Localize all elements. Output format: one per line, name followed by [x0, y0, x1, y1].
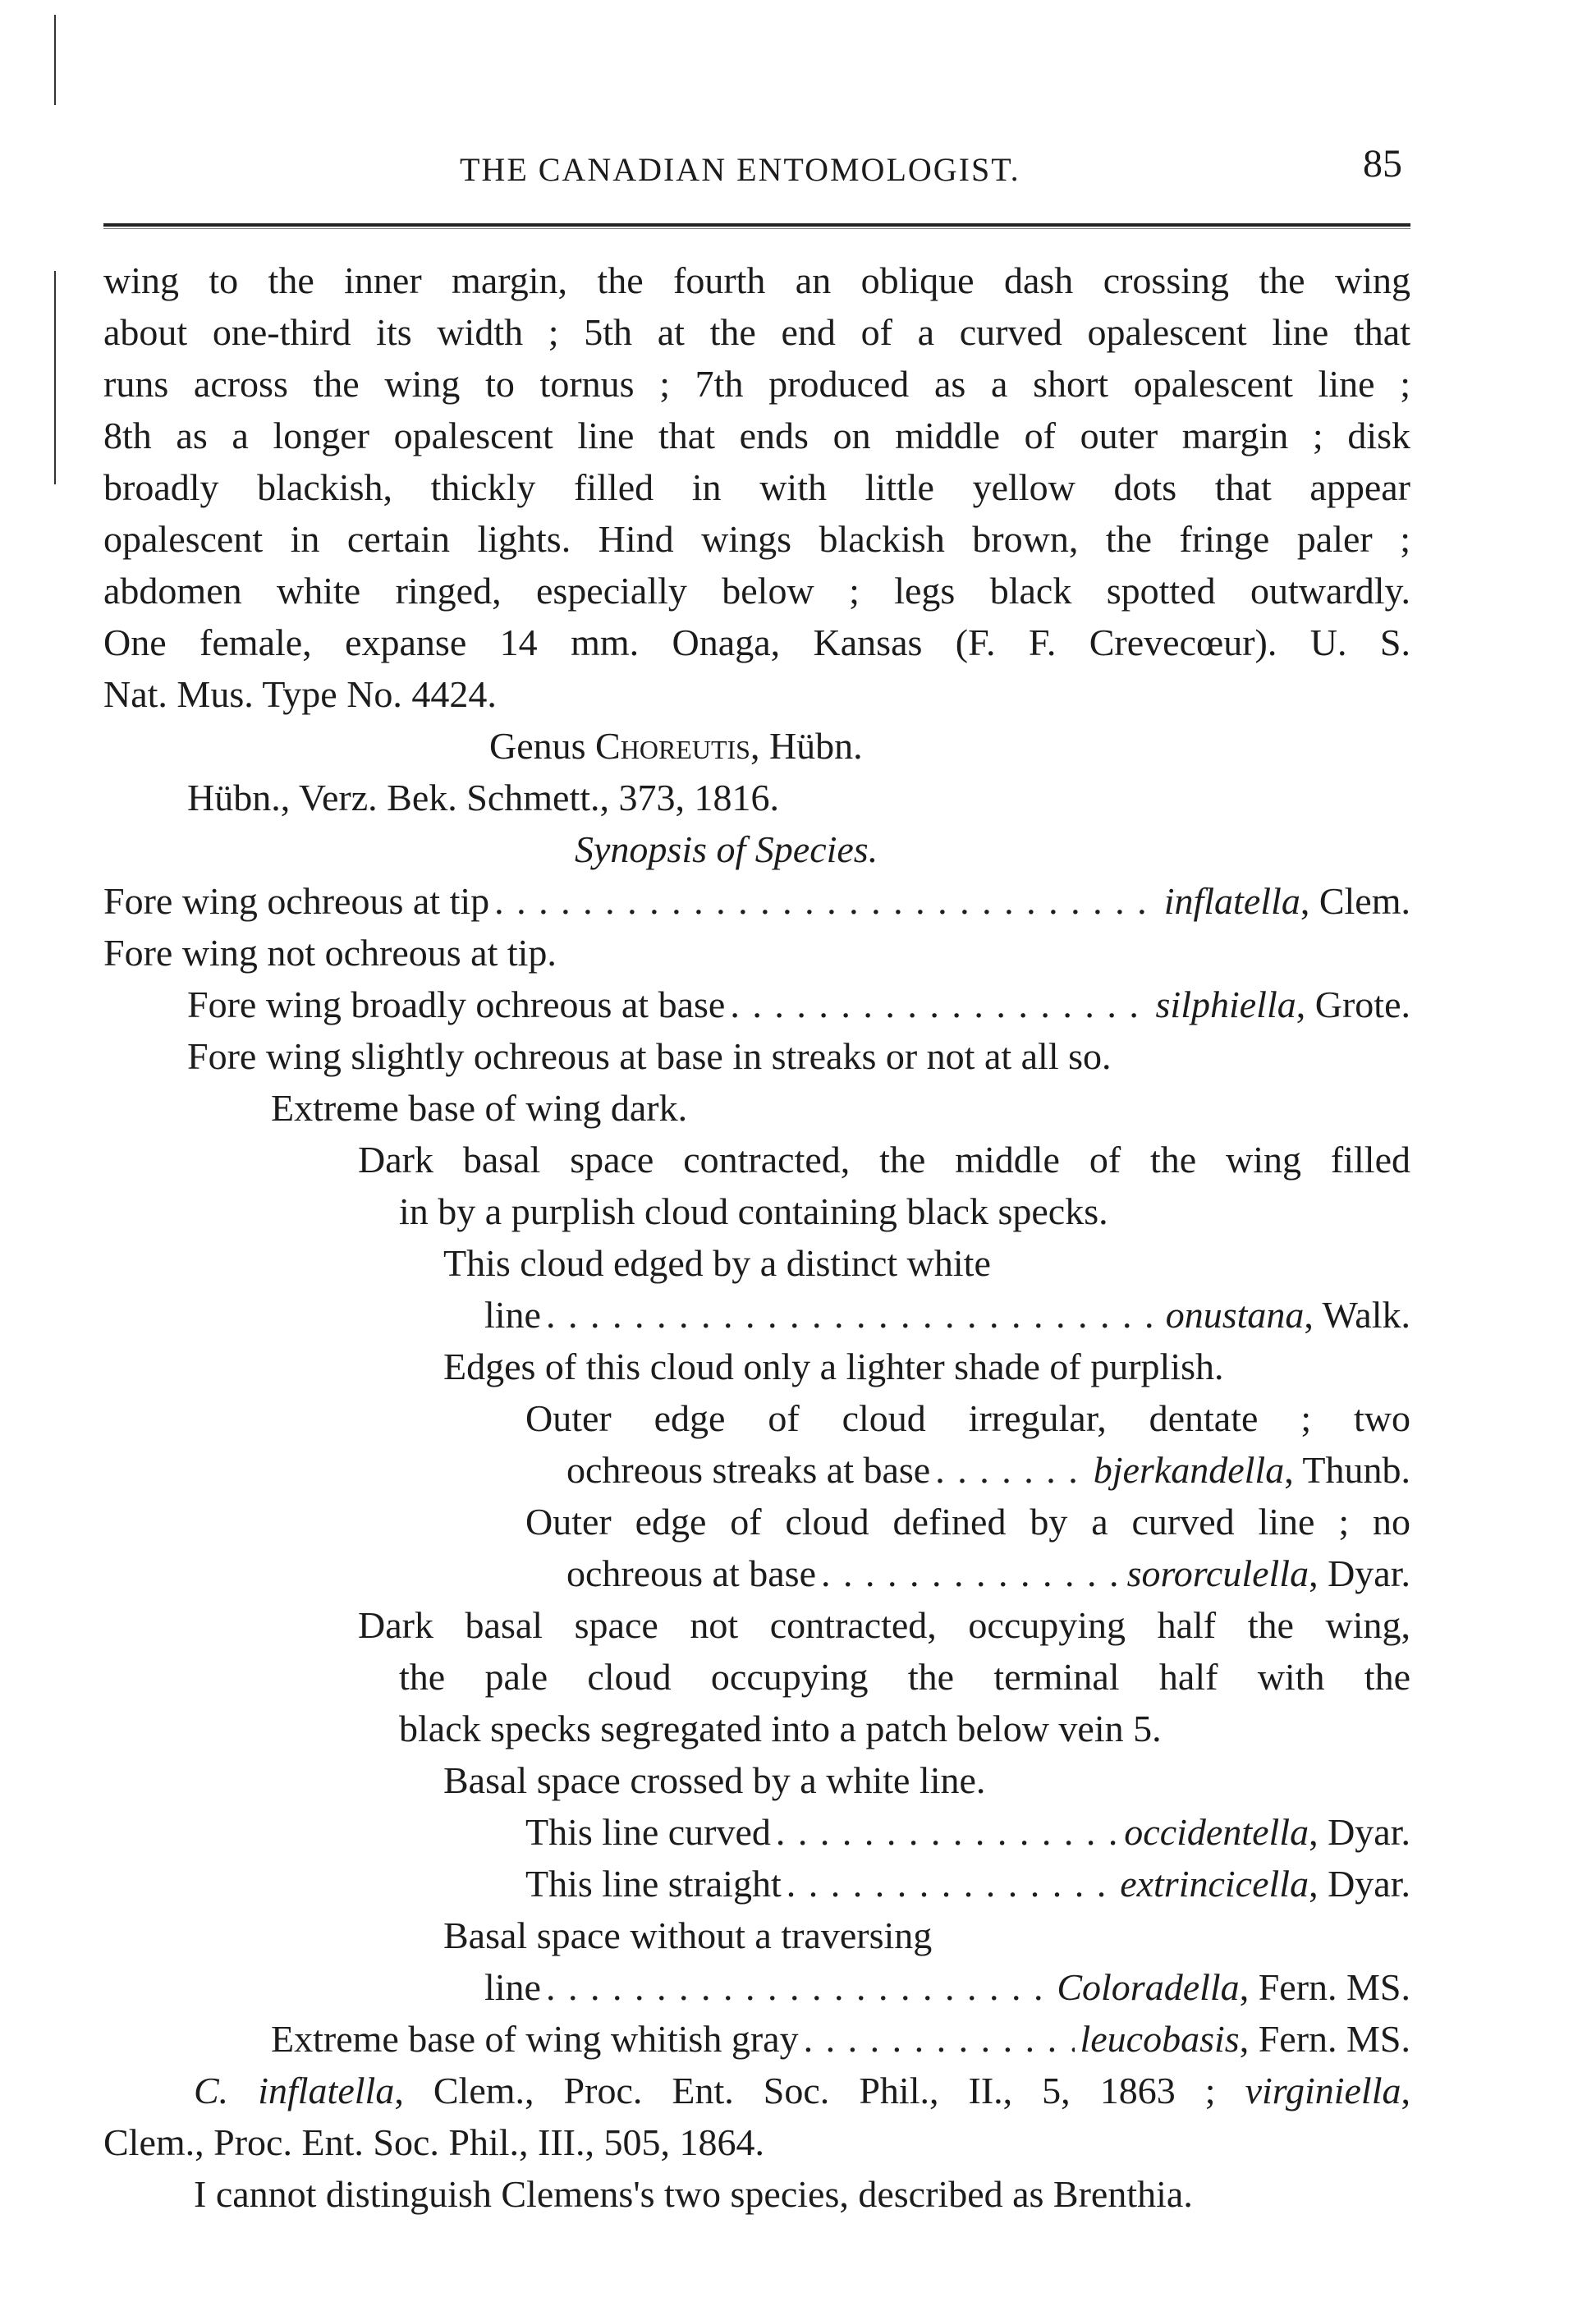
key-entry: Fore wing not ochreous at tip. — [103, 932, 557, 974]
species-name: occidentella — [1124, 1811, 1309, 1853]
key-entry: Fore wing ochreous at tip . . . inflatella , Clem. — [103, 877, 1410, 926]
key-entry: black specks segregated into a patch below vein 5. — [399, 1708, 1162, 1749]
key-entry: Basal space crossed by a white line. — [443, 1759, 986, 1801]
running-header-title: THE CANADIAN ENTOMOLOGIST. — [460, 151, 1020, 188]
scan-edge-mark — [54, 15, 56, 105]
synonym-name: virginiella — [1245, 2070, 1401, 2111]
genus-heading — [489, 722, 863, 771]
species-name: onustana — [1165, 1294, 1305, 1336]
species-name: silphiella — [1155, 983, 1296, 1025]
page-number: 85 — [1363, 142, 1402, 186]
key-entry: Edges of this cloud only a lighter shade of purplish. — [443, 1346, 1224, 1387]
genus-citation: Hübn., Verz. Bek. Schmett., 373, 1816. — [187, 777, 780, 818]
species-name: inflatella — [258, 2070, 395, 2111]
text-line: opalescent in certain lights. Hind wings blackish brown, the fringe paler ; — [103, 518, 1410, 560]
key-entry: Dark basal space not contracted, occupying half the wing, — [358, 1604, 1410, 1646]
closing-remark: I cannot distinguish Clemens's two species, described as Brenthia. — [194, 2173, 1193, 2215]
text-line: 8th as a longer opalescent line that ends on middle of outer margin ; disk — [103, 415, 1410, 456]
key-entry: Outer edge of cloud irregular, dentate ; two — [525, 1397, 1410, 1439]
text-line: One female, expanse 14 mm. Onaga, Kansas (F. F. Crevecœur). U. S. — [103, 621, 1410, 663]
scan-edge-mark — [54, 271, 56, 484]
genus-name: Choreutis — [595, 725, 750, 767]
key-entry: This line straight . . . extrincicella , Dyar. — [525, 1859, 1410, 1909]
genus-prefix: Genus — [489, 725, 586, 767]
key-entry: line . . . onustana , Walk. — [484, 1291, 1410, 1340]
key-entry: Fore wing slightly ochreous at base in streaks or not at all so. — [187, 1035, 1112, 1077]
synonymy-line-2: Clem., Proc. Ent. Soc. Phil., III., 505, 1864. — [103, 2121, 764, 2163]
genus-abbrev: C. — [194, 2070, 229, 2111]
header-rule-thin — [103, 228, 1410, 229]
text-line: Nat. Mus. Type No. 4424. — [103, 673, 497, 715]
key-entry: Dark basal space contracted, the middle of the wing filled — [358, 1139, 1410, 1181]
text-line: about one-third its width ; 5th at the end of a curved opalescent line that — [103, 311, 1410, 353]
key-entry: Basal space without a traversing — [443, 1914, 933, 1956]
key-entry: This cloud edged by a distinct white — [443, 1242, 991, 1284]
text-line: abdomen white ringed, especially below ; legs black spotted outwardly. — [103, 570, 1410, 612]
key-entry: This line curved . . . occidentella , Dyar. — [525, 1808, 1410, 1857]
species-name: sororculella — [1126, 1552, 1309, 1594]
synonymy-line: C. inflatella, Clem., Proc. Ent. Soc. Phil., II., 5, 1863 ; virginiella, — [194, 2070, 1410, 2111]
key-entry: Fore wing broadly ochreous at base . . . silphiella , Grote. — [187, 980, 1410, 1029]
species-name: Coloradella — [1057, 1966, 1240, 2008]
key-entry: Extreme base of wing whitish gray . . . leucobasis , Fern. MS. — [271, 2015, 1410, 2064]
key-entry: the pale cloud occupying the terminal half with the — [399, 1656, 1410, 1698]
key-entry: in by a purplish cloud containing black specks. — [399, 1190, 1108, 1232]
synopsis-heading: Synopsis of Species. — [575, 828, 878, 870]
species-name: inflatella — [1163, 880, 1300, 922]
key-entry: Extreme base of wing dark. — [271, 1087, 688, 1129]
key-entry: ochreous streaks at base . . . bjerkandella , Thunb. — [566, 1446, 1410, 1495]
species-name: bjerkandella — [1093, 1449, 1285, 1491]
species-name: extrincicella — [1120, 1863, 1309, 1905]
key-entry: ochreous at base . . . sororculella , Dyar. — [566, 1549, 1410, 1598]
header-rule — [103, 223, 1410, 227]
species-name: leucobasis — [1080, 2018, 1240, 2060]
text-line: runs across the wing to tornus ; 7th produced as a short opalescent line ; — [103, 363, 1410, 405]
text-line: broadly blackish, thickly filled in with little yellow dots that appear — [103, 466, 1410, 508]
text-line: wing to the inner margin, the fourth an oblique dash crossing the wing — [103, 259, 1410, 301]
key-entry: line . . . Coloradella , Fern. MS. — [484, 1963, 1410, 2012]
key-entry: Outer edge of cloud defined by a curved line ; no — [525, 1501, 1410, 1543]
genus-author: , Hübn. — [750, 725, 863, 767]
